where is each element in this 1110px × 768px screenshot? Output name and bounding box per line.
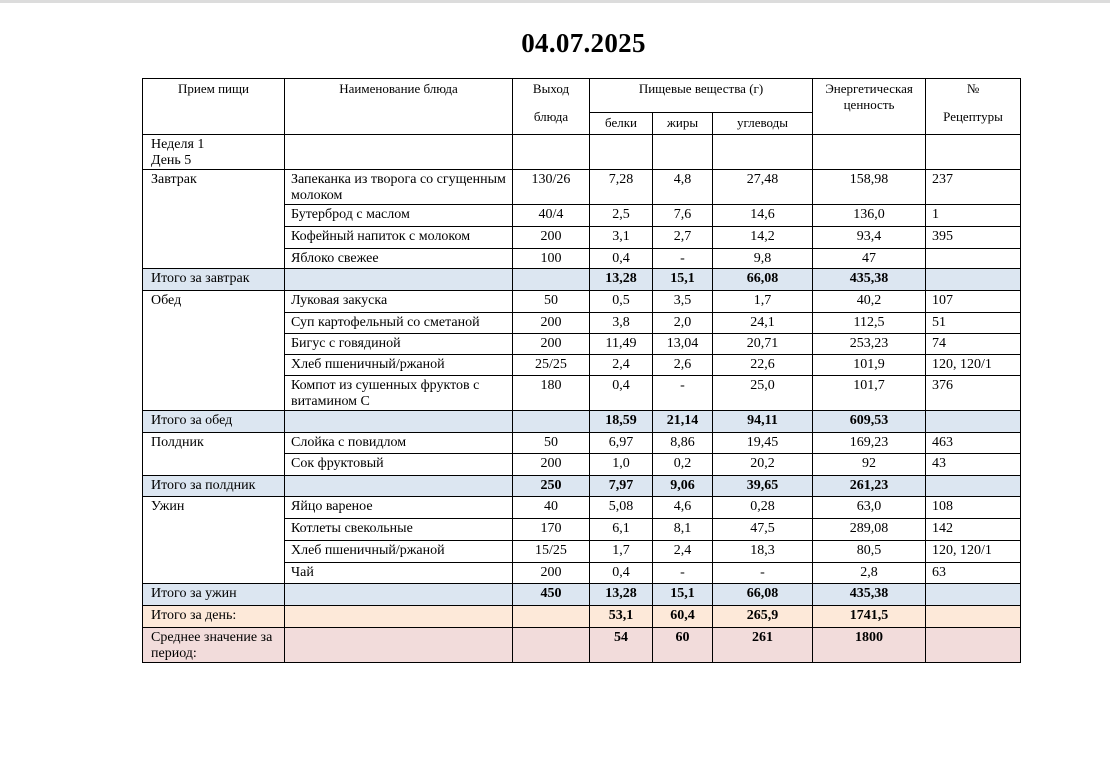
dish-protein: 2,4 xyxy=(590,355,653,376)
dish-recipe: 120, 120/1 xyxy=(926,355,1021,376)
dish-yield: 40/4 xyxy=(513,205,590,227)
dish-recipe: 1 xyxy=(926,205,1021,227)
average-fat: 60 xyxy=(653,628,713,663)
header-recipe-bottom: Рецептуры xyxy=(943,109,1003,124)
dish-fat: 2,6 xyxy=(653,355,713,376)
header-dish: Наименование блюда xyxy=(285,79,513,135)
dish-yield: 25/25 xyxy=(513,355,590,376)
week-day-row xyxy=(143,135,1021,170)
day-total-energy: 1741,5 xyxy=(813,606,926,628)
dish-energy: 158,98 xyxy=(813,170,926,205)
dish-recipe: 43 xyxy=(926,454,1021,476)
total-fat: 15,1 xyxy=(653,584,713,606)
dish-recipe xyxy=(926,249,1021,269)
header-yield xyxy=(513,79,590,135)
dish-fat: 4,8 xyxy=(653,170,713,205)
dish-recipe: 107 xyxy=(926,291,1021,313)
dish-protein: 1,0 xyxy=(590,454,653,476)
dish-protein: 0,4 xyxy=(590,563,653,584)
dish-fat: - xyxy=(653,249,713,269)
total-carbs: 39,65 xyxy=(713,476,813,497)
dish-protein: 0,4 xyxy=(590,376,653,411)
dish-protein: 3,8 xyxy=(590,313,653,334)
dish-carbs: 19,45 xyxy=(713,433,813,454)
header-recipe-top: № xyxy=(966,81,980,96)
dish-recipe: 120, 120/1 xyxy=(926,541,1021,563)
window-top-border xyxy=(0,0,1110,3)
dish-energy: 101,9 xyxy=(813,355,926,376)
dish-fat: 0,2 xyxy=(653,454,713,476)
empty-cell xyxy=(926,411,1021,433)
menu-table xyxy=(142,78,1021,663)
dish-fat: 3,5 xyxy=(653,291,713,313)
dish-fat: - xyxy=(653,376,713,411)
total-protein: 13,28 xyxy=(590,584,653,606)
dish-yield: 15/25 xyxy=(513,541,590,563)
total-carbs: 66,08 xyxy=(713,269,813,291)
header-energy: Энергетическая ценность xyxy=(813,79,926,135)
dish-fat: 8,86 xyxy=(653,433,713,454)
dish-name: Хлеб пшеничный/ржаной xyxy=(285,355,513,376)
dish-energy: 112,5 xyxy=(813,313,926,334)
dish-carbs: 9,8 xyxy=(713,249,813,269)
empty-cell xyxy=(513,135,590,170)
total-yield xyxy=(513,269,590,291)
dish-protein: 11,49 xyxy=(590,334,653,355)
dish-protein: 1,7 xyxy=(590,541,653,563)
total-protein: 18,59 xyxy=(590,411,653,433)
lunch-total-row xyxy=(143,411,1021,433)
page-title: 04.07.2025 xyxy=(521,28,646,58)
day-total-fat: 60,4 xyxy=(653,606,713,628)
empty-cell xyxy=(513,628,590,663)
week-day-cell xyxy=(143,135,285,170)
dish-name: Чай xyxy=(285,563,513,584)
dish-name: Хлеб пшеничный/ржаной xyxy=(285,541,513,563)
average-label: Среднее значение за период: xyxy=(143,628,285,663)
day-total-protein: 53,1 xyxy=(590,606,653,628)
day-label: День 5 xyxy=(151,153,192,168)
dish-energy: 93,4 xyxy=(813,227,926,249)
header-carbs: углеводы xyxy=(713,113,813,135)
dish-protein: 0,5 xyxy=(590,291,653,313)
meal-breakfast: Завтрак xyxy=(143,170,285,269)
total-yield: 450 xyxy=(513,584,590,606)
dish-energy: 92 xyxy=(813,454,926,476)
dish-yield: 40 xyxy=(513,497,590,519)
dish-carbs: 20,2 xyxy=(713,454,813,476)
total-label: Итого за полдник xyxy=(143,476,285,497)
total-fat: 9,06 xyxy=(653,476,713,497)
empty-cell xyxy=(285,584,513,606)
dish-yield: 200 xyxy=(513,313,590,334)
total-yield xyxy=(513,411,590,433)
dish-name: Сок фруктовый xyxy=(285,454,513,476)
empty-cell xyxy=(653,135,713,170)
dish-yield: 50 xyxy=(513,291,590,313)
dish-energy: 2,8 xyxy=(813,563,926,584)
dish-name: Бигус с говядиной xyxy=(285,334,513,355)
total-energy: 609,53 xyxy=(813,411,926,433)
dish-name: Слойка с повидлом xyxy=(285,433,513,454)
dish-name: Запеканка из творога со сгущенным молоком xyxy=(285,170,513,205)
empty-cell xyxy=(813,135,926,170)
empty-cell xyxy=(285,411,513,433)
total-carbs: 94,11 xyxy=(713,411,813,433)
header-recipe xyxy=(926,79,1021,135)
dish-recipe: 108 xyxy=(926,497,1021,519)
dish-fat: - xyxy=(653,563,713,584)
total-energy: 435,38 xyxy=(813,584,926,606)
dish-carbs: - xyxy=(713,563,813,584)
dish-fat: 4,6 xyxy=(653,497,713,519)
dish-recipe: 51 xyxy=(926,313,1021,334)
empty-cell xyxy=(926,135,1021,170)
dish-recipe: 395 xyxy=(926,227,1021,249)
dish-protein: 2,5 xyxy=(590,205,653,227)
dish-recipe: 376 xyxy=(926,376,1021,411)
dish-yield: 50 xyxy=(513,433,590,454)
table-row xyxy=(143,497,1021,519)
dish-recipe: 63 xyxy=(926,563,1021,584)
total-carbs: 66,08 xyxy=(713,584,813,606)
dish-name: Компот из сушенных фруктов с витамином С xyxy=(285,376,513,411)
day-total-label: Итого за день: xyxy=(143,606,285,628)
empty-cell xyxy=(926,476,1021,497)
average-energy: 1800 xyxy=(813,628,926,663)
dish-name: Котлеты свекольные xyxy=(285,519,513,541)
dish-protein: 6,97 xyxy=(590,433,653,454)
dish-fat: 13,04 xyxy=(653,334,713,355)
dish-recipe: 142 xyxy=(926,519,1021,541)
average-row xyxy=(143,628,1021,663)
empty-cell xyxy=(285,135,513,170)
dish-energy: 63,0 xyxy=(813,497,926,519)
dish-carbs: 14,2 xyxy=(713,227,813,249)
dish-carbs: 25,0 xyxy=(713,376,813,411)
day-total-carbs: 265,9 xyxy=(713,606,813,628)
dish-carbs: 27,48 xyxy=(713,170,813,205)
breakfast-total-row xyxy=(143,269,1021,291)
dish-yield: 100 xyxy=(513,249,590,269)
header-meal: Прием пищи xyxy=(143,79,285,135)
header-protein: белки xyxy=(590,113,653,135)
meal-lunch: Обед xyxy=(143,291,285,411)
dish-protein: 6,1 xyxy=(590,519,653,541)
dish-carbs: 18,3 xyxy=(713,541,813,563)
header-fat: жиры xyxy=(653,113,713,135)
dish-carbs: 1,7 xyxy=(713,291,813,313)
dish-energy: 80,5 xyxy=(813,541,926,563)
dish-recipe: 237 xyxy=(926,170,1021,205)
empty-cell xyxy=(285,628,513,663)
empty-cell xyxy=(285,606,513,628)
dish-name: Яблоко свежее xyxy=(285,249,513,269)
dish-carbs: 22,6 xyxy=(713,355,813,376)
dinner-total-row xyxy=(143,584,1021,606)
empty-cell xyxy=(285,476,513,497)
dish-yield: 200 xyxy=(513,563,590,584)
average-protein: 54 xyxy=(590,628,653,663)
dish-energy: 289,08 xyxy=(813,519,926,541)
empty-cell xyxy=(285,269,513,291)
dish-protein: 0,4 xyxy=(590,249,653,269)
dish-carbs: 20,71 xyxy=(713,334,813,355)
header-yield-top: Выход xyxy=(532,81,570,96)
total-protein: 13,28 xyxy=(590,269,653,291)
header-nutrients: Пищевые вещества (г) xyxy=(590,79,813,113)
snack-total-row xyxy=(143,476,1021,497)
dish-energy: 136,0 xyxy=(813,205,926,227)
empty-cell xyxy=(590,135,653,170)
total-fat: 15,1 xyxy=(653,269,713,291)
total-energy: 261,23 xyxy=(813,476,926,497)
dish-name: Суп картофельный со сметаной xyxy=(285,313,513,334)
dish-energy: 253,23 xyxy=(813,334,926,355)
dish-carbs: 0,28 xyxy=(713,497,813,519)
total-label: Итого за обед xyxy=(143,411,285,433)
dish-name: Луковая закуска xyxy=(285,291,513,313)
table-row xyxy=(143,170,1021,205)
dish-carbs: 47,5 xyxy=(713,519,813,541)
dish-fat: 2,7 xyxy=(653,227,713,249)
dish-name: Яйцо вареное xyxy=(285,497,513,519)
header-yield-bottom: блюда xyxy=(533,109,569,124)
dish-energy: 101,7 xyxy=(813,376,926,411)
dish-carbs: 14,6 xyxy=(713,205,813,227)
dish-energy: 169,23 xyxy=(813,433,926,454)
total-protein: 7,97 xyxy=(590,476,653,497)
average-carbs: 261 xyxy=(713,628,813,663)
dish-yield: 170 xyxy=(513,519,590,541)
day-total-row xyxy=(143,606,1021,628)
empty-cell xyxy=(926,606,1021,628)
table-row xyxy=(143,433,1021,454)
total-energy: 435,38 xyxy=(813,269,926,291)
dish-yield: 200 xyxy=(513,454,590,476)
meal-dinner: Ужин xyxy=(143,497,285,584)
dish-carbs: 24,1 xyxy=(713,313,813,334)
dish-energy: 47 xyxy=(813,249,926,269)
meal-snack: Полдник xyxy=(143,433,285,476)
empty-cell xyxy=(926,628,1021,663)
total-label: Итого за ужин xyxy=(143,584,285,606)
empty-cell xyxy=(513,606,590,628)
dish-fat: 2,0 xyxy=(653,313,713,334)
total-fat: 21,14 xyxy=(653,411,713,433)
dish-yield: 200 xyxy=(513,227,590,249)
dish-yield: 180 xyxy=(513,376,590,411)
dish-protein: 5,08 xyxy=(590,497,653,519)
empty-cell xyxy=(713,135,813,170)
dish-recipe: 74 xyxy=(926,334,1021,355)
table-row xyxy=(143,291,1021,313)
total-label: Итого за завтрак xyxy=(143,269,285,291)
dish-name: Бутерброд с маслом xyxy=(285,205,513,227)
dish-protein: 7,28 xyxy=(590,170,653,205)
dish-fat: 7,6 xyxy=(653,205,713,227)
dish-recipe: 463 xyxy=(926,433,1021,454)
dish-yield: 200 xyxy=(513,334,590,355)
dish-name: Кофейный напиток с молоком xyxy=(285,227,513,249)
dish-yield: 130/26 xyxy=(513,170,590,205)
dish-fat: 2,4 xyxy=(653,541,713,563)
dish-energy: 40,2 xyxy=(813,291,926,313)
empty-cell xyxy=(926,269,1021,291)
dish-protein: 3,1 xyxy=(590,227,653,249)
header-row xyxy=(143,79,1021,113)
week-label: Неделя 1 xyxy=(151,137,205,152)
dish-fat: 8,1 xyxy=(653,519,713,541)
total-yield: 250 xyxy=(513,476,590,497)
empty-cell xyxy=(926,584,1021,606)
